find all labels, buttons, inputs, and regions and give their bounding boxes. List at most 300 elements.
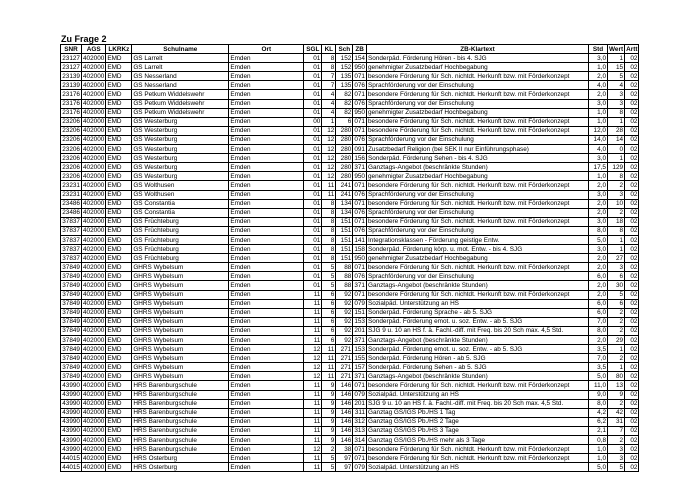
cell-schulname: GS Petkum Widdelswehr <box>132 99 229 108</box>
cell-wert: 2 <box>608 181 625 190</box>
cell-kl: 12 <box>322 163 336 172</box>
table-row <box>61 263 639 272</box>
cell-zb-klartext: besondere Förderung für Sch. nichtdt. Herkunft bzw. mit Förderkonzept <box>367 217 589 226</box>
cell-std: 7,0 <box>589 354 608 363</box>
cell-sgl: 11 <box>304 336 322 345</box>
cell-sgl: 12 <box>304 363 322 372</box>
cell-schulname: GHRS Wybelsum <box>132 372 229 381</box>
cell-zb: 313 <box>354 427 365 435</box>
cell-wert: 2 <box>608 399 625 408</box>
cell-ort: Emden <box>229 217 304 226</box>
table-row <box>61 235 639 244</box>
cell-sch: 271 <box>336 354 353 363</box>
cell-sgl: 12 <box>304 372 322 381</box>
cell-schulname: HRS Barenburgschule <box>132 408 229 417</box>
cell-sch: 152 <box>336 54 353 63</box>
cell-artt: 02 <box>625 290 639 299</box>
cell-sch: 82 <box>336 108 353 117</box>
cell-sch: 280 <box>336 154 353 163</box>
cell-lkrkz: EMD <box>106 145 132 154</box>
cell-zb: 076 <box>354 209 365 217</box>
table-row <box>61 63 639 72</box>
cell-wert: 2 <box>608 354 625 363</box>
cell-ags: 402000 <box>83 136 105 144</box>
cell-lkrkz: EMD <box>106 381 132 390</box>
cell-wert: 8 <box>608 108 625 117</box>
column-header-kl: KL <box>322 45 336 54</box>
cell-lkrkz: EMD <box>106 235 132 244</box>
cell-kl: 9 <box>322 436 336 445</box>
table-row <box>61 254 639 263</box>
cell-schulname: HRS Barenburgschule <box>132 399 229 408</box>
cell-artt: 02 <box>625 381 639 390</box>
cell-schulname: GS Constantia <box>132 199 229 208</box>
cell-ags: 402000 <box>83 118 105 126</box>
cell-lkrkz: EMD <box>106 72 132 81</box>
cell-sgl: 01 <box>304 163 322 172</box>
cell-zb-klartext: Sprachförderung vor der Einschulung <box>367 99 589 108</box>
cell-wert: 0 <box>608 145 625 154</box>
cell-zb-klartext: genehmigter Zusatzbedarf Hochbegabung <box>367 108 589 117</box>
cell-schulname: GS Westerburg <box>132 172 229 181</box>
column-header-wert: Wert <box>609 45 624 53</box>
cell-wert: 3 <box>608 445 625 454</box>
cell-zb: 076 <box>354 272 365 280</box>
cell-wert: 31 <box>608 417 625 426</box>
cell-std: 2,1 <box>589 426 608 435</box>
cell-ort: Emden <box>229 154 304 163</box>
cell-snr: 37849 <box>62 327 80 335</box>
cell-ags: 402000 <box>83 245 105 253</box>
cell-kl: 8 <box>322 199 336 208</box>
cell-sch: 146 <box>336 381 353 390</box>
cell-schulname: GS Larrelt <box>132 54 229 63</box>
cell-artt: 02 <box>625 454 639 463</box>
cell-artt: 02 <box>625 154 639 163</box>
cell-ags: 402000 <box>83 200 105 208</box>
cell-artt: 02 <box>625 463 639 472</box>
cell-schulname: GS Larrelt <box>132 63 229 72</box>
cell-sch: 271 <box>336 363 353 372</box>
cell-wert: 13 <box>608 381 625 390</box>
cell-std: 14,0 <box>589 135 608 144</box>
cell-snr: 23206 <box>62 136 80 144</box>
cell-zb-klartext: SJG 9 u. 10 an HS f. ä. Fachl.-diff. mit Freq. bis 20 Sch max. 4,5 Std. <box>367 326 589 335</box>
cell-snr: 44015 <box>62 454 80 462</box>
cell-wert: 4 <box>608 81 625 90</box>
cell-snr: 43990 <box>62 427 80 435</box>
cell-kl: 5 <box>322 281 336 290</box>
cell-lkrkz: EMD <box>106 117 132 126</box>
cell-zb-klartext: besondere Förderung für Sch. nichtdt. Herkunft bzw. mit Förderkonzept <box>367 90 589 99</box>
cell-artt: 02 <box>625 226 639 235</box>
cell-sgl: 01 <box>304 235 322 244</box>
cell-artt: 02 <box>625 345 639 354</box>
cell-lkrkz: EMD <box>106 199 132 208</box>
cell-zb-klartext: besondere Förderung für Sch. nichtdt. Herkunft bzw. mit Förderkonzept <box>367 117 589 126</box>
cell-lkrkz: EMD <box>106 163 132 172</box>
cell-zb-klartext: Ganztags-Angebot (beschränkte Stunden) <box>367 372 589 381</box>
cell-std: 4,2 <box>589 408 608 417</box>
cell-schulname: GHRS Wybelsum <box>132 290 229 299</box>
cell-ags: 402000 <box>83 463 105 471</box>
cell-schulname: GS Petkum Widdelswehr <box>132 90 229 99</box>
cell-snr: 23127 <box>62 54 80 62</box>
cell-std: 4,0 <box>589 145 608 154</box>
cell-wert: 80 <box>608 372 625 381</box>
cell-zb: 071 <box>354 127 365 135</box>
cell-sch: 88 <box>336 281 353 290</box>
cell-ags: 402000 <box>83 172 105 180</box>
cell-schulname: GHRS Wybelsum <box>132 354 229 363</box>
cell-schulname: HRS Barenburgschule <box>132 426 229 435</box>
cell-wert: 9 <box>608 390 625 399</box>
cell-sgl: 11 <box>304 426 322 435</box>
cell-ort: Emden <box>229 163 304 172</box>
cell-std: 12,0 <box>589 126 608 135</box>
cell-zb: 071 <box>354 382 365 390</box>
cell-lkrkz: EMD <box>106 463 132 472</box>
cell-sgl: 11 <box>304 417 322 426</box>
cell-wert: 1 <box>608 363 625 372</box>
cell-sgl: 11 <box>304 381 322 390</box>
cell-sgl: 11 <box>304 308 322 317</box>
cell-kl: 12 <box>322 172 336 181</box>
cell-zb: 071 <box>354 200 365 208</box>
cell-snr: 23206 <box>62 127 80 135</box>
cell-sgl: 11 <box>304 317 322 326</box>
cell-lkrkz: EMD <box>106 345 132 354</box>
cell-std: 1,0 <box>589 172 608 181</box>
cell-schulname: GHRS Wybelsum <box>132 317 229 326</box>
cell-sgl: 12 <box>304 345 322 354</box>
cell-sch: 135 <box>336 81 353 90</box>
cell-ags: 402000 <box>83 291 105 299</box>
cell-ort: Emden <box>229 99 304 108</box>
cell-zb: 371 <box>354 163 365 171</box>
cell-wert: 28 <box>608 126 625 135</box>
table-row <box>61 117 639 126</box>
cell-kl: 8 <box>322 54 336 63</box>
cell-wert: 6 <box>608 272 625 281</box>
cell-snr: 23139 <box>62 72 80 80</box>
table-row <box>61 226 639 235</box>
cell-schulname: GHRS Wybelsum <box>132 299 229 308</box>
cell-sch: 38 <box>336 445 353 454</box>
cell-lkrkz: EMD <box>106 372 132 381</box>
cell-std: 2,0 <box>589 290 608 299</box>
cell-ags: 402000 <box>83 300 105 308</box>
cell-std: 1,0 <box>589 63 608 72</box>
cell-std: 2,0 <box>589 281 608 290</box>
cell-artt: 02 <box>625 172 639 181</box>
cell-snr: 23176 <box>62 100 80 108</box>
cell-snr: 37837 <box>62 236 80 244</box>
cell-ort: Emden <box>229 417 304 426</box>
cell-sgl: 01 <box>304 154 322 163</box>
table-row <box>61 154 639 163</box>
cell-sch: 271 <box>336 345 353 354</box>
cell-artt: 02 <box>625 326 639 335</box>
cell-sch: 151 <box>336 245 353 254</box>
cell-ags: 402000 <box>83 254 105 262</box>
cell-schulname: GS Constantia <box>132 208 229 217</box>
cell-std: 11,0 <box>589 381 608 390</box>
cell-sch: 146 <box>336 408 353 417</box>
cell-std: 5,0 <box>589 372 608 381</box>
cell-sgl: 11 <box>304 299 322 308</box>
cell-schulname: GS Nesserland <box>132 72 229 81</box>
cell-zb: 071 <box>354 72 365 80</box>
cell-kl: 8 <box>322 217 336 226</box>
cell-zb-klartext: Ganztags-Angebot (beschränkte Stunden) <box>367 281 589 290</box>
cell-ags: 402000 <box>83 181 105 189</box>
table-row <box>61 135 639 144</box>
cell-kl: 9 <box>322 417 336 426</box>
table-row <box>61 172 639 181</box>
cell-lkrkz: EMD <box>106 254 132 263</box>
cell-zb-klartext: genehmigter Zusatzbedarf Hochbegabung <box>367 254 589 263</box>
cell-sgl: 11 <box>304 290 322 299</box>
cell-wert: 1 <box>608 245 625 254</box>
cell-snr: 23231 <box>62 191 80 199</box>
cell-zb: 312 <box>354 418 365 426</box>
cell-ort: Emden <box>229 245 304 254</box>
cell-zb: 071 <box>354 291 365 299</box>
cell-schulname: GHRS Wybelsum <box>132 336 229 345</box>
cell-zb-klartext: besondere Förderung für Sch. nichtdt. Herkunft bzw. mit Förderkonzept <box>367 199 589 208</box>
table-row <box>61 417 639 426</box>
cell-sgl: 12 <box>304 354 322 363</box>
cell-std: 2,0 <box>589 181 608 190</box>
cell-artt: 02 <box>625 281 639 290</box>
cell-lkrkz: EMD <box>106 54 132 63</box>
cell-sch: 146 <box>336 417 353 426</box>
cell-std: 17,5 <box>589 163 608 172</box>
cell-ort: Emden <box>229 208 304 217</box>
cell-zb-klartext: Sonderpäd. Förderung emot. u. soz. Entw. - ab 5. SJG <box>367 345 589 354</box>
cell-zb: 371 <box>354 372 365 380</box>
column-header-zb: ZB <box>353 45 367 54</box>
cell-kl: 1 <box>322 117 336 126</box>
cell-artt: 02 <box>625 145 639 154</box>
cell-kl: 12 <box>322 135 336 144</box>
cell-sgl: 11 <box>304 463 322 472</box>
cell-ags: 402000 <box>83 354 105 362</box>
cell-schulname: GS Westerburg <box>132 163 229 172</box>
cell-std: 9,0 <box>589 390 608 399</box>
cell-zb: 071 <box>354 218 365 226</box>
table-row <box>61 281 639 290</box>
cell-snr: 23231 <box>62 181 80 189</box>
cell-snr: 23176 <box>62 91 80 99</box>
cell-zb: 091 <box>354 145 365 153</box>
cell-sgl: 01 <box>304 272 322 281</box>
cell-ags: 402000 <box>83 54 105 62</box>
cell-schulname: GS Früchteburg <box>132 245 229 254</box>
column-header-sch: Sch <box>336 45 353 54</box>
cell-artt: 02 <box>625 126 639 135</box>
table-row <box>61 363 639 372</box>
cell-sch: 151 <box>336 235 353 244</box>
column-header-artt: Artt <box>626 45 638 53</box>
cell-ort: Emden <box>229 463 304 472</box>
cell-zb-klartext: SJG 9 u. 10 an HS f. ä. Fachl.-diff. mit Freq. bis 20 Sch max. 4,5 Std. <box>367 399 589 408</box>
cell-std: 2,0 <box>589 90 608 99</box>
cell-kl: 6 <box>322 317 336 326</box>
cell-sgl: 01 <box>304 108 322 117</box>
cell-snr: 23206 <box>62 163 80 171</box>
cell-kl: 8 <box>322 63 336 72</box>
cell-sch: 92 <box>336 336 353 345</box>
cell-sgl: 01 <box>304 172 322 181</box>
cell-zb-klartext: besondere Förderung für Sch. nichtdt. Herkunft bzw. mit Förderkonzept <box>367 381 589 390</box>
cell-schulname: GS Westerburg <box>132 154 229 163</box>
cell-ags: 402000 <box>83 72 105 80</box>
cell-ort: Emden <box>229 199 304 208</box>
cell-schulname: HRS Barenburgschule <box>132 381 229 390</box>
cell-schulname: GHRS Wybelsum <box>132 263 229 272</box>
cell-sch: 146 <box>336 436 353 445</box>
cell-snr: 23486 <box>62 209 80 217</box>
cell-snr: 23486 <box>62 200 80 208</box>
cell-zb: 076 <box>354 81 365 89</box>
cell-sgl: 11 <box>304 436 322 445</box>
cell-lkrkz: EMD <box>106 81 132 90</box>
column-header-std: Std <box>589 45 608 54</box>
cell-ags: 402000 <box>83 436 105 444</box>
cell-wert: 2 <box>608 208 625 217</box>
cell-ort: Emden <box>229 90 304 99</box>
cell-lkrkz: EMD <box>106 363 132 372</box>
table-row <box>61 299 639 308</box>
cell-schulname: GHRS Wybelsum <box>132 308 229 317</box>
cell-ort: Emden <box>229 436 304 445</box>
cell-artt: 02 <box>625 436 639 445</box>
cell-ags: 402000 <box>83 63 105 71</box>
cell-kl: 11 <box>322 345 336 354</box>
cell-snr: 37849 <box>62 263 80 271</box>
table-row <box>61 208 639 217</box>
cell-kl: 6 <box>322 336 336 345</box>
cell-std: 3,0 <box>589 245 608 254</box>
cell-artt: 02 <box>625 108 639 117</box>
cell-schulname: HRS Barenburgschule <box>132 436 229 445</box>
table-row <box>61 445 639 454</box>
cell-lkrkz: EMD <box>106 399 132 408</box>
cell-snr: 37849 <box>62 309 80 317</box>
table-body <box>61 54 639 472</box>
cell-lkrkz: EMD <box>106 290 132 299</box>
cell-zb: 071 <box>354 263 365 271</box>
cell-ort: Emden <box>229 372 304 381</box>
cell-artt: 02 <box>625 99 639 108</box>
cell-zb: 156 <box>354 154 365 162</box>
cell-snr: 37837 <box>62 254 80 262</box>
cell-zb: 071 <box>354 91 365 99</box>
data-table <box>60 44 639 472</box>
cell-ort: Emden <box>229 390 304 399</box>
cell-artt: 02 <box>625 90 639 99</box>
table-row <box>61 308 639 317</box>
cell-snr: 37849 <box>62 281 80 289</box>
cell-zb: 076 <box>354 100 365 108</box>
column-header-ags: AGS <box>82 45 106 54</box>
cell-sgl: 01 <box>304 135 322 144</box>
cell-sgl: 12 <box>304 445 322 454</box>
cell-kl: 4 <box>322 108 336 117</box>
cell-ort: Emden <box>229 336 304 345</box>
cell-snr: 37849 <box>62 272 80 280</box>
cell-sch: 92 <box>336 299 353 308</box>
cell-lkrkz: EMD <box>106 126 132 135</box>
table-row <box>61 81 639 90</box>
cell-wert: 3 <box>608 90 625 99</box>
cell-sch: 280 <box>336 126 353 135</box>
cell-ags: 402000 <box>83 236 105 244</box>
cell-std: 8,0 <box>589 399 608 408</box>
cell-snr: 37849 <box>62 345 80 353</box>
cell-lkrkz: EMD <box>106 454 132 463</box>
cell-ort: Emden <box>229 181 304 190</box>
cell-kl: 11 <box>322 181 336 190</box>
cell-kl: 5 <box>322 272 336 281</box>
table-row <box>61 290 639 299</box>
cell-schulname: GS Westerburg <box>132 145 229 154</box>
cell-snr: 37849 <box>62 318 80 326</box>
cell-zb-klartext: Sozialpäd. Unterstützung an HS <box>367 463 589 472</box>
cell-lkrkz: EMD <box>106 99 132 108</box>
cell-artt: 02 <box>625 245 639 254</box>
cell-zb-klartext: besondere Förderung für Sch. nichtdt. Herkunft bzw. mit Förderkonzept <box>367 263 589 272</box>
cell-ort: Emden <box>229 172 304 181</box>
cell-std: 0,8 <box>589 436 608 445</box>
cell-sgl: 01 <box>304 72 322 81</box>
cell-zb: 201 <box>354 327 365 335</box>
cell-kl: 5 <box>322 454 336 463</box>
cell-ort: Emden <box>229 226 304 235</box>
cell-std: 1,0 <box>589 454 608 463</box>
cell-wert: 1 <box>608 235 625 244</box>
cell-zb-klartext: Ganztag GS/IGS Pb./HS mehr als 3 Tage <box>367 436 589 445</box>
table-row <box>61 272 639 281</box>
cell-wert: 2 <box>608 436 625 445</box>
table-row <box>61 354 639 363</box>
table-row <box>61 72 639 81</box>
table-row <box>61 326 639 335</box>
cell-zb-klartext: genehmigter Zusatzbedarf Hochbegabung <box>367 63 589 72</box>
cell-ags: 402000 <box>83 209 105 217</box>
cell-lkrkz: EMD <box>106 390 132 399</box>
cell-wert: 7 <box>608 426 625 435</box>
cell-lkrkz: EMD <box>106 63 132 72</box>
cell-sch: 82 <box>336 99 353 108</box>
cell-sch: 271 <box>336 372 353 381</box>
cell-zb-klartext: besondere Förderung für Sch. nichtdt. Herkunft bzw. mit Förderkonzept <box>367 454 589 463</box>
cell-ags: 402000 <box>83 218 105 226</box>
cell-ags: 402000 <box>83 100 105 108</box>
table-row <box>61 336 639 345</box>
cell-zb-klartext: Sonderpäd. Förderung Sprache - ab 5. SJG <box>367 308 589 317</box>
cell-ags: 402000 <box>83 418 105 426</box>
cell-wert: 2 <box>608 308 625 317</box>
cell-wert: 5 <box>608 72 625 81</box>
cell-ort: Emden <box>229 345 304 354</box>
cell-std: 3,5 <box>589 363 608 372</box>
cell-std: 7,0 <box>589 317 608 326</box>
cell-zb-klartext: Sozialpäd. Unterstützung an HS <box>367 390 589 399</box>
cell-kl: 9 <box>322 399 336 408</box>
